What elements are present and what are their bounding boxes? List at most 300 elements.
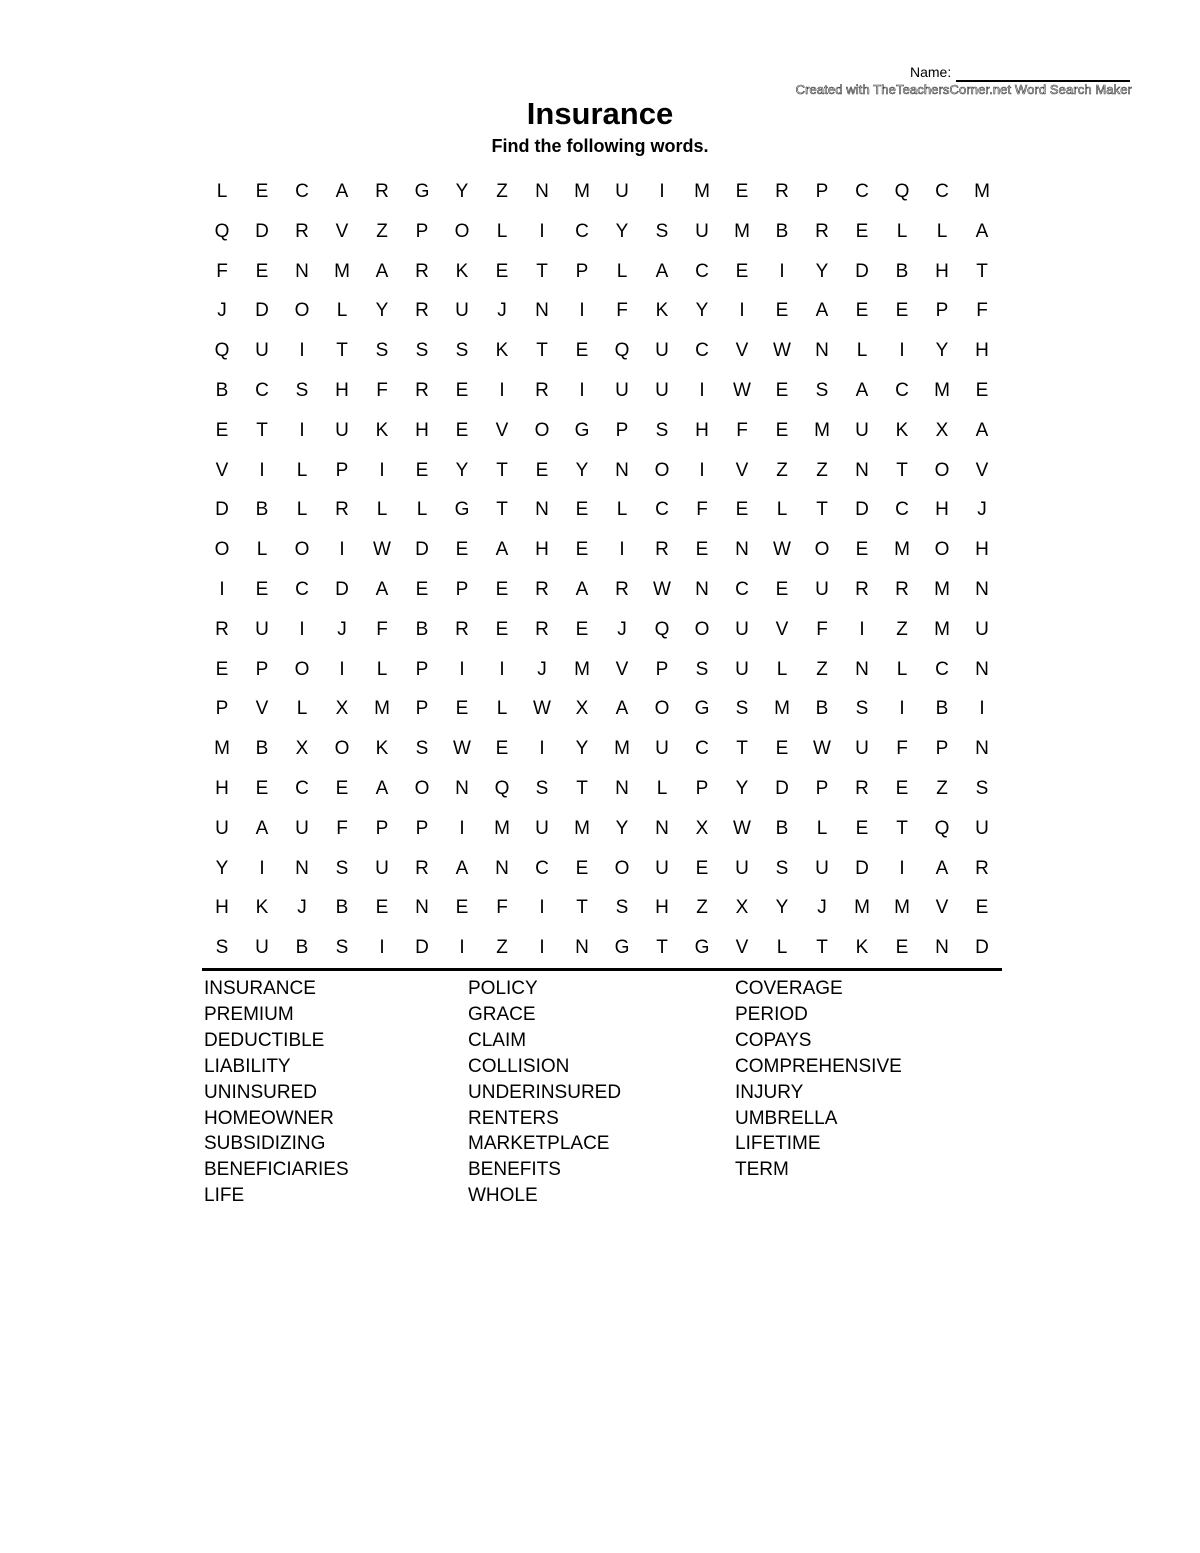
grid-letter: I bbox=[259, 857, 265, 879]
grid-letter: H bbox=[935, 499, 949, 521]
grid-letter: S bbox=[695, 658, 709, 680]
grid-letter: L bbox=[496, 698, 508, 720]
grid-letter: K bbox=[375, 419, 389, 441]
grid-letter: P bbox=[615, 419, 629, 441]
grid-letter: J bbox=[497, 300, 507, 322]
grid-letter: F bbox=[376, 618, 388, 640]
word-list bbox=[204, 976, 1004, 1209]
grid-letter: I bbox=[219, 578, 225, 600]
grid-row bbox=[202, 809, 1002, 849]
grid-letter: E bbox=[575, 499, 589, 521]
grid-letter: A bbox=[375, 578, 389, 600]
grid-letter: O bbox=[534, 419, 550, 441]
grid-letter: L bbox=[416, 499, 428, 521]
grid-letter: A bbox=[655, 260, 669, 282]
grid-letter: E bbox=[735, 499, 749, 521]
grid-letter: R bbox=[415, 300, 429, 322]
grid-letter: S bbox=[215, 937, 229, 959]
grid-row bbox=[202, 689, 1002, 729]
grid-letter: Q bbox=[214, 220, 230, 242]
grid-row bbox=[202, 650, 1002, 690]
grid-letter: S bbox=[455, 340, 469, 362]
grid-letter: E bbox=[255, 181, 269, 202]
grid-letter: E bbox=[895, 937, 909, 959]
grid-letter: L bbox=[896, 220, 908, 242]
grid-letter: N bbox=[295, 260, 309, 282]
grid-letter: E bbox=[215, 658, 229, 680]
grid-letter: A bbox=[495, 539, 509, 561]
grid-letter: I bbox=[539, 897, 545, 919]
grid-row bbox=[202, 451, 1002, 491]
grid-letter: P bbox=[415, 698, 429, 720]
grid-letter: X bbox=[295, 738, 309, 760]
grid-letter: S bbox=[415, 340, 429, 362]
grid-row bbox=[202, 490, 1002, 530]
word-column bbox=[204, 976, 468, 1209]
grid-letter: R bbox=[535, 379, 549, 401]
grid-letter: E bbox=[575, 539, 589, 561]
grid-letter: Z bbox=[816, 658, 828, 680]
grid-letter: U bbox=[855, 419, 869, 441]
grid-letter: N bbox=[415, 897, 429, 919]
grid-letter: F bbox=[336, 817, 348, 839]
grid-letter: L bbox=[296, 459, 308, 481]
grid-letter: S bbox=[295, 379, 309, 401]
grid-letter: E bbox=[775, 738, 789, 760]
grid-letter: U bbox=[255, 340, 269, 362]
grid-letter: L bbox=[296, 499, 308, 521]
grid-letter: I bbox=[299, 618, 305, 640]
grid-letter: I bbox=[539, 937, 545, 959]
grid-letter: I bbox=[859, 618, 865, 640]
grid-letter: N bbox=[855, 658, 869, 680]
grid-letter: F bbox=[496, 897, 508, 919]
grid-letter: R bbox=[535, 578, 549, 600]
grid-letter: A bbox=[575, 578, 589, 600]
grid-letter: K bbox=[255, 897, 269, 919]
grid-letter: C bbox=[695, 738, 709, 760]
grid-letter: Y bbox=[575, 738, 589, 760]
grid-letter: E bbox=[695, 539, 709, 561]
grid-letter: C bbox=[935, 181, 949, 202]
grid-letter: E bbox=[415, 459, 429, 481]
grid-letter: G bbox=[694, 698, 710, 720]
grid-letter: J bbox=[537, 658, 547, 680]
grid-letter: R bbox=[215, 618, 229, 640]
grid-letter: P bbox=[415, 817, 429, 839]
grid-letter: M bbox=[214, 738, 230, 760]
grid-letter: C bbox=[855, 181, 869, 202]
grid-row bbox=[202, 371, 1002, 411]
grid-letter: O bbox=[934, 459, 950, 481]
grid-letter: C bbox=[895, 499, 909, 521]
grid-letter: P bbox=[815, 777, 829, 799]
grid-letter: L bbox=[776, 658, 788, 680]
grid-letter: V bbox=[215, 459, 229, 481]
grid-letter: U bbox=[615, 379, 629, 401]
grid-letter: U bbox=[335, 419, 349, 441]
grid-letter: R bbox=[335, 499, 349, 521]
grid-letter: C bbox=[295, 181, 309, 202]
grid-letter: D bbox=[855, 499, 869, 521]
grid-letter: B bbox=[215, 379, 229, 401]
grid-letter: S bbox=[535, 777, 549, 799]
grid-letter: E bbox=[375, 897, 389, 919]
grid-letter: N bbox=[575, 937, 589, 959]
grid-letter: T bbox=[896, 817, 908, 839]
grid-letter: U bbox=[535, 817, 549, 839]
grid-letter: N bbox=[535, 499, 549, 521]
grid-letter: D bbox=[415, 539, 429, 561]
grid-letter: L bbox=[656, 777, 668, 799]
grid-letter: S bbox=[975, 777, 989, 799]
grid-letter: O bbox=[814, 539, 830, 561]
grid-letter: T bbox=[896, 459, 908, 481]
word-list-item: UMBRELLA bbox=[735, 1107, 838, 1129]
grid-letter: E bbox=[775, 419, 789, 441]
grid-letter: F bbox=[896, 738, 908, 760]
grid-letter: N bbox=[455, 777, 469, 799]
grid-letter: G bbox=[574, 419, 590, 441]
grid-letter: J bbox=[217, 300, 227, 322]
grid-letter: E bbox=[975, 379, 989, 401]
grid-letter: L bbox=[376, 658, 388, 680]
grid-letter: P bbox=[695, 777, 709, 799]
grid-letter: K bbox=[895, 419, 909, 441]
grid-letter: I bbox=[699, 459, 705, 481]
grid-letter: I bbox=[499, 658, 505, 680]
grid-letter: Q bbox=[214, 340, 230, 362]
grid-letter: B bbox=[255, 499, 269, 521]
grid-letter: T bbox=[656, 937, 668, 959]
grid-letter: K bbox=[455, 260, 469, 282]
grid-row bbox=[202, 331, 1002, 371]
grid-letter: U bbox=[735, 658, 749, 680]
grid-letter: M bbox=[854, 897, 870, 919]
grid-letter: N bbox=[615, 777, 629, 799]
grid-letter: Q bbox=[654, 618, 670, 640]
grid-letter: I bbox=[339, 658, 345, 680]
grid-letter: Y bbox=[695, 300, 709, 322]
word-list-item: INJURY bbox=[735, 1081, 804, 1103]
grid-letter: E bbox=[895, 777, 909, 799]
grid-letter: R bbox=[855, 578, 869, 600]
grid-letter: O bbox=[694, 618, 710, 640]
grid-letter: U bbox=[655, 340, 669, 362]
grid-letter: D bbox=[255, 300, 269, 322]
grid-row bbox=[202, 729, 1002, 769]
grid-letter: N bbox=[295, 857, 309, 879]
grid-letter: V bbox=[495, 419, 509, 441]
word-search-grid bbox=[202, 172, 1002, 968]
grid-row bbox=[202, 849, 1002, 889]
grid-letter: R bbox=[655, 539, 669, 561]
word-list-item: COLLISION bbox=[468, 1055, 570, 1077]
grid-letter: B bbox=[295, 937, 309, 959]
grid-letter: E bbox=[495, 578, 509, 600]
grid-letter: P bbox=[815, 181, 829, 202]
grid-letter: R bbox=[615, 578, 629, 600]
grid-letter: I bbox=[539, 738, 545, 760]
grid-letter: J bbox=[297, 897, 307, 919]
grid-letter: N bbox=[935, 937, 949, 959]
grid-letter: E bbox=[735, 181, 749, 202]
grid-letter: R bbox=[975, 857, 989, 879]
grid-letter: E bbox=[335, 777, 349, 799]
grid-letter: Z bbox=[496, 937, 508, 959]
grid-letter: Y bbox=[455, 459, 469, 481]
grid-letter: D bbox=[855, 857, 869, 879]
grid-letter: L bbox=[336, 300, 348, 322]
grid-letter: B bbox=[775, 817, 789, 839]
grid-letter: L bbox=[616, 260, 628, 282]
grid-letter: I bbox=[699, 379, 705, 401]
grid-letter: M bbox=[734, 220, 750, 242]
grid-letter: B bbox=[895, 260, 909, 282]
grid-letter: C bbox=[655, 499, 669, 521]
grid-letter: G bbox=[454, 499, 470, 521]
grid-letter: I bbox=[459, 817, 465, 839]
grid-row bbox=[202, 530, 1002, 570]
grid-letter: A bbox=[255, 817, 269, 839]
grid-letter: V bbox=[615, 658, 629, 680]
grid-letter: U bbox=[255, 937, 269, 959]
grid-letter: Y bbox=[775, 897, 789, 919]
grid-row bbox=[202, 888, 1002, 928]
grid-letter: E bbox=[535, 459, 549, 481]
grid-letter: W bbox=[773, 340, 791, 362]
grid-letter: P bbox=[935, 300, 949, 322]
grid-letter: E bbox=[735, 260, 749, 282]
grid-letter: U bbox=[455, 300, 469, 322]
grid-letter: M bbox=[374, 698, 390, 720]
grid-letter: I bbox=[379, 937, 385, 959]
grid-letter: J bbox=[617, 618, 627, 640]
grid-letter: D bbox=[855, 260, 869, 282]
grid-row bbox=[202, 928, 1002, 968]
grid-letter: F bbox=[616, 300, 628, 322]
grid-letter: V bbox=[735, 459, 749, 481]
word-list-item: TERM bbox=[735, 1159, 789, 1181]
grid-letter: M bbox=[894, 539, 910, 561]
grid-row bbox=[202, 172, 1002, 212]
grid-letter: E bbox=[855, 220, 869, 242]
grid-letter: D bbox=[335, 578, 349, 600]
grid-letter: D bbox=[975, 937, 989, 959]
grid-letter: E bbox=[255, 578, 269, 600]
grid-letter: T bbox=[536, 340, 548, 362]
grid-letter: P bbox=[415, 220, 429, 242]
word-list-item: COVERAGE bbox=[735, 978, 843, 999]
grid-letter: P bbox=[575, 260, 589, 282]
grid-letter: U bbox=[375, 857, 389, 879]
grid-letter: B bbox=[935, 698, 949, 720]
grid-letter: D bbox=[255, 220, 269, 242]
grid-letter: I bbox=[299, 419, 305, 441]
grid-letter: I bbox=[259, 459, 265, 481]
grid-letter: W bbox=[773, 539, 791, 561]
grid-letter: I bbox=[899, 340, 905, 362]
grid-letter: H bbox=[935, 260, 949, 282]
grid-letter: X bbox=[695, 817, 709, 839]
grid-letter: C bbox=[535, 857, 549, 879]
grid-row bbox=[202, 570, 1002, 610]
grid-letter: M bbox=[614, 738, 630, 760]
grid-letter: C bbox=[575, 220, 589, 242]
grid-letter: T bbox=[336, 340, 348, 362]
grid-letter: K bbox=[855, 937, 869, 959]
grid-letter: W bbox=[733, 379, 751, 401]
grid-letter: E bbox=[775, 578, 789, 600]
grid-letter: E bbox=[855, 817, 869, 839]
grid-letter: A bbox=[375, 777, 389, 799]
grid-letter: S bbox=[855, 698, 869, 720]
grid-letter: T bbox=[816, 937, 828, 959]
grid-letter: C bbox=[935, 658, 949, 680]
grid-letter: R bbox=[855, 777, 869, 799]
grid-letter: X bbox=[935, 419, 949, 441]
grid-letter: S bbox=[335, 857, 349, 879]
grid-letter: R bbox=[415, 857, 429, 879]
grid-letter: Y bbox=[935, 340, 949, 362]
grid-letter: N bbox=[535, 300, 549, 322]
grid-letter: H bbox=[335, 379, 349, 401]
grid-letter: L bbox=[816, 817, 828, 839]
word-list-item: COMPREHENSIVE bbox=[735, 1055, 902, 1077]
grid-letter: U bbox=[735, 857, 749, 879]
grid-letter: A bbox=[335, 181, 349, 202]
grid-letter: Q bbox=[494, 777, 510, 799]
grid-letter: F bbox=[696, 499, 708, 521]
grid-letter: H bbox=[415, 419, 429, 441]
grid-letter: X bbox=[335, 698, 349, 720]
grid-letter: S bbox=[815, 379, 829, 401]
grid-letter: E bbox=[575, 857, 589, 879]
grid-letter: O bbox=[414, 777, 430, 799]
grid-letter: Y bbox=[815, 260, 829, 282]
grid-letter: O bbox=[654, 459, 670, 481]
grid-letter: E bbox=[775, 300, 789, 322]
grid-letter: A bbox=[375, 260, 389, 282]
grid-letter: L bbox=[256, 539, 268, 561]
grid-letter: W bbox=[813, 738, 831, 760]
grid-letter: M bbox=[774, 698, 790, 720]
grid-letter: T bbox=[576, 897, 588, 919]
grid-row bbox=[202, 212, 1002, 252]
grid-letter: I bbox=[499, 379, 505, 401]
grid-letter: L bbox=[296, 698, 308, 720]
grid-letter: P bbox=[455, 578, 469, 600]
grid-letter: Y bbox=[375, 300, 389, 322]
grid-letter: P bbox=[415, 658, 429, 680]
word-column bbox=[735, 976, 1001, 1209]
grid-letter: W bbox=[533, 698, 551, 720]
grid-letter: E bbox=[455, 379, 469, 401]
grid-letter: D bbox=[775, 777, 789, 799]
grid-letter: B bbox=[775, 220, 789, 242]
grid-letter: K bbox=[655, 300, 669, 322]
grid-letter: Z bbox=[496, 181, 508, 202]
credit-text: Created with TheTeachersCorner.net Word Search Maker bbox=[795, 82, 1132, 97]
grid-letter: G bbox=[614, 937, 630, 959]
grid-letter: U bbox=[295, 817, 309, 839]
grid-letter: H bbox=[215, 777, 229, 799]
word-list-item: SUBSIDIZING bbox=[204, 1133, 326, 1155]
grid-letter: O bbox=[334, 738, 350, 760]
word-list-item: LIFETIME bbox=[735, 1133, 821, 1155]
grid-letter: E bbox=[255, 777, 269, 799]
grid-letter: J bbox=[337, 618, 347, 640]
grid-letter: T bbox=[576, 777, 588, 799]
grid-letter: E bbox=[415, 578, 429, 600]
grid-letter: Y bbox=[215, 857, 229, 879]
grid-letter: S bbox=[655, 220, 669, 242]
word-list-item: CLAIM bbox=[468, 1029, 527, 1051]
grid-letter: U bbox=[615, 181, 629, 202]
grid-letter: C bbox=[295, 578, 309, 600]
grid-letter: N bbox=[735, 539, 749, 561]
grid-letter: E bbox=[215, 419, 229, 441]
word-list-item: LIFE bbox=[204, 1185, 245, 1207]
grid-letter: I bbox=[539, 220, 545, 242]
grid-letter: I bbox=[579, 300, 585, 322]
grid-letter: T bbox=[256, 419, 268, 441]
grid-letter: O bbox=[294, 539, 310, 561]
grid-letter: Y bbox=[615, 817, 629, 839]
grid-letter: U bbox=[815, 857, 829, 879]
grid-letter: O bbox=[454, 220, 470, 242]
grid-letter: I bbox=[579, 379, 585, 401]
grid-letter: E bbox=[575, 618, 589, 640]
grid-letter: N bbox=[975, 658, 989, 680]
grid-letter: U bbox=[815, 578, 829, 600]
grid-letter: L bbox=[896, 658, 908, 680]
grid-letter: O bbox=[614, 857, 630, 879]
grid-letter: L bbox=[216, 181, 228, 202]
grid-letter: T bbox=[736, 738, 748, 760]
grid-letter: S bbox=[615, 897, 629, 919]
grid-letter: Q bbox=[894, 181, 910, 202]
grid-letter: J bbox=[817, 897, 827, 919]
grid-letter: P bbox=[335, 459, 349, 481]
grid-letter: E bbox=[455, 698, 469, 720]
word-list-item: GRACE bbox=[468, 1003, 536, 1025]
word-list-item: COPAYS bbox=[735, 1029, 812, 1051]
grid-letter: B bbox=[335, 897, 349, 919]
grid-letter: M bbox=[974, 181, 990, 202]
grid-letter: O bbox=[294, 300, 310, 322]
grid-letter: O bbox=[654, 698, 670, 720]
grid-letter: Z bbox=[696, 897, 708, 919]
grid-letter: W bbox=[653, 578, 671, 600]
grid-letter: N bbox=[975, 738, 989, 760]
grid-letter: E bbox=[975, 897, 989, 919]
grid-letter: F bbox=[816, 618, 828, 640]
grid-letter: B bbox=[815, 698, 829, 720]
word-list-item: INSURANCE bbox=[204, 978, 316, 999]
grid-letter: A bbox=[975, 419, 989, 441]
grid-letter: L bbox=[376, 499, 388, 521]
grid-letter: U bbox=[215, 817, 229, 839]
grid-letter: S bbox=[375, 340, 389, 362]
grid-letter: F bbox=[216, 260, 228, 282]
name-field[interactable] bbox=[900, 62, 1132, 82]
grid-letter: D bbox=[215, 499, 229, 521]
grid-letter: Z bbox=[896, 618, 908, 640]
grid-letter: M bbox=[574, 181, 590, 202]
grid-letter: G bbox=[694, 937, 710, 959]
grid-letter: N bbox=[695, 578, 709, 600]
